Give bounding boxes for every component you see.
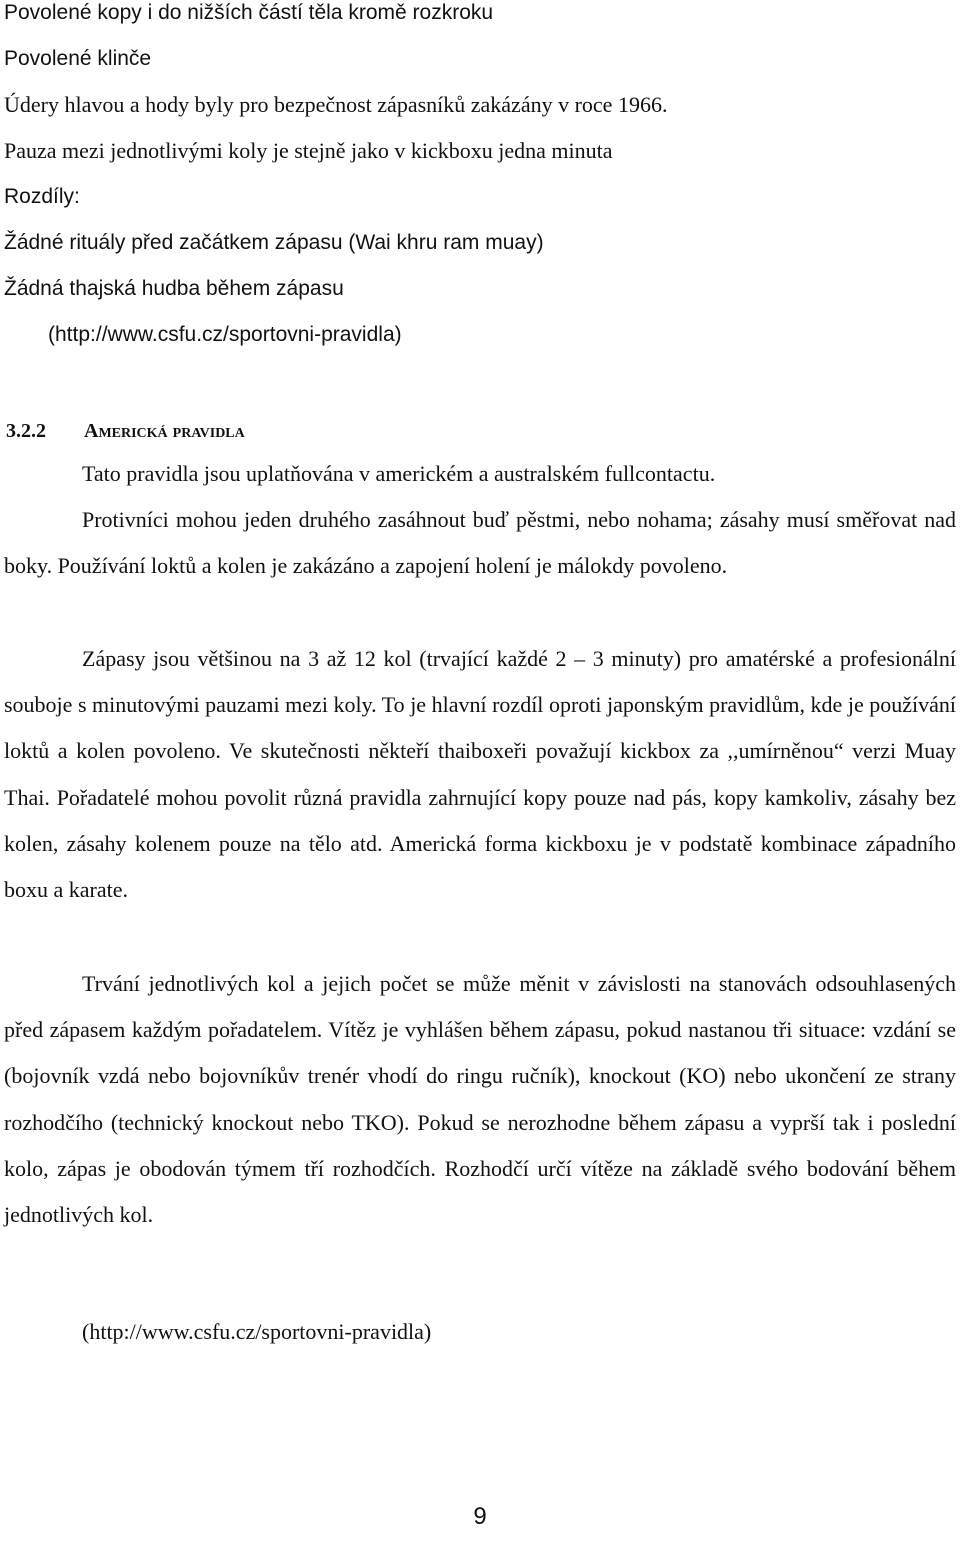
section-number: 3.2.2: [6, 420, 46, 442]
section-title: Americká pravidla: [84, 420, 245, 442]
text-line: Povolené kopy i do nižších částí těla kromě rozkroku: [4, 1, 494, 24]
text-line: Povolené klinče: [4, 47, 152, 70]
paragraph: Zápasy jsou většinou na 3 až 12 kol (trvající každé 2 – 3 minuty) pro amatérské a profesionální souboje s minutovými pauzami mezi koly. To je hlavní rozdíl oproti japonským pravidlům, kde je používání loktů a kolen povoleno. Ve skutečnosti někteří thaiboxeři považují kickbox za ,,umírněnou“ verzi Muay Thai. Pořadatelé mohou povolit různá pravidla zahrnující kopy pouze nad pás, kopy kamkoliv, zásahy bez kolen, zásahy kolenem pouze na tělo atd. Americká forma kickboxu je v podstatě kombinace západního boxu a karate.: [4, 646, 956, 903]
text-line: Údery hlavou a hody byly pro bezpečnost zápasníků zakázány v roce 1966.: [4, 92, 668, 117]
paragraph: Tato pravidla jsou uplatňována v americkém a australském fullcontactu.: [82, 461, 716, 486]
paragraph: Protivníci mohou jeden druhého zasáhnout buď pěstmi, nebo nohama; zásahy musí směřovat nad boky. Používání loktů a kolen je zakázáno a zapojení holení je málokdy povoleno.: [4, 507, 956, 579]
text-line: Žádné rituály před začátkem zápasu (Wai khru ram muay): [4, 231, 544, 254]
text-line: Rozdíly:: [4, 185, 80, 208]
section-heading: [6, 418, 245, 444]
text-line: Pauza mezi jednotlivými koly je stejně jako v kickboxu jedna minuta: [4, 138, 613, 163]
reference-citation: (http://www.csfu.cz/sportovni-pravidla): [82, 1319, 432, 1344]
reference-citation: (http://www.csfu.cz/sportovni-pravidla): [48, 323, 402, 346]
text-line: Žádná thajská hudba během zápasu: [4, 277, 344, 300]
paragraph: Trvání jednotlivých kol a jejich počet se může měnit v závislosti na stanovách odsouhlasených před zápasem každým pořadatelem. Vítěz je vyhlášen během zápasu, pokud nastanou tři situace: vzdání se (bojovník vzdá nebo bojovníkův trenér vhodí do ringu ručník), knockout (KO) nebo ukončení ze strany rozhodčího (technický knockout nebo TKO). Pokud se nerozhodne během zápasu a vyprší tak i poslední kolo, zápas je obodován týmem tří rozhodčích. Rozhodčí určí vítěze na základě svého bodování během jednotlivých kol.: [4, 971, 956, 1228]
page-number: 9: [473, 1503, 487, 1530]
